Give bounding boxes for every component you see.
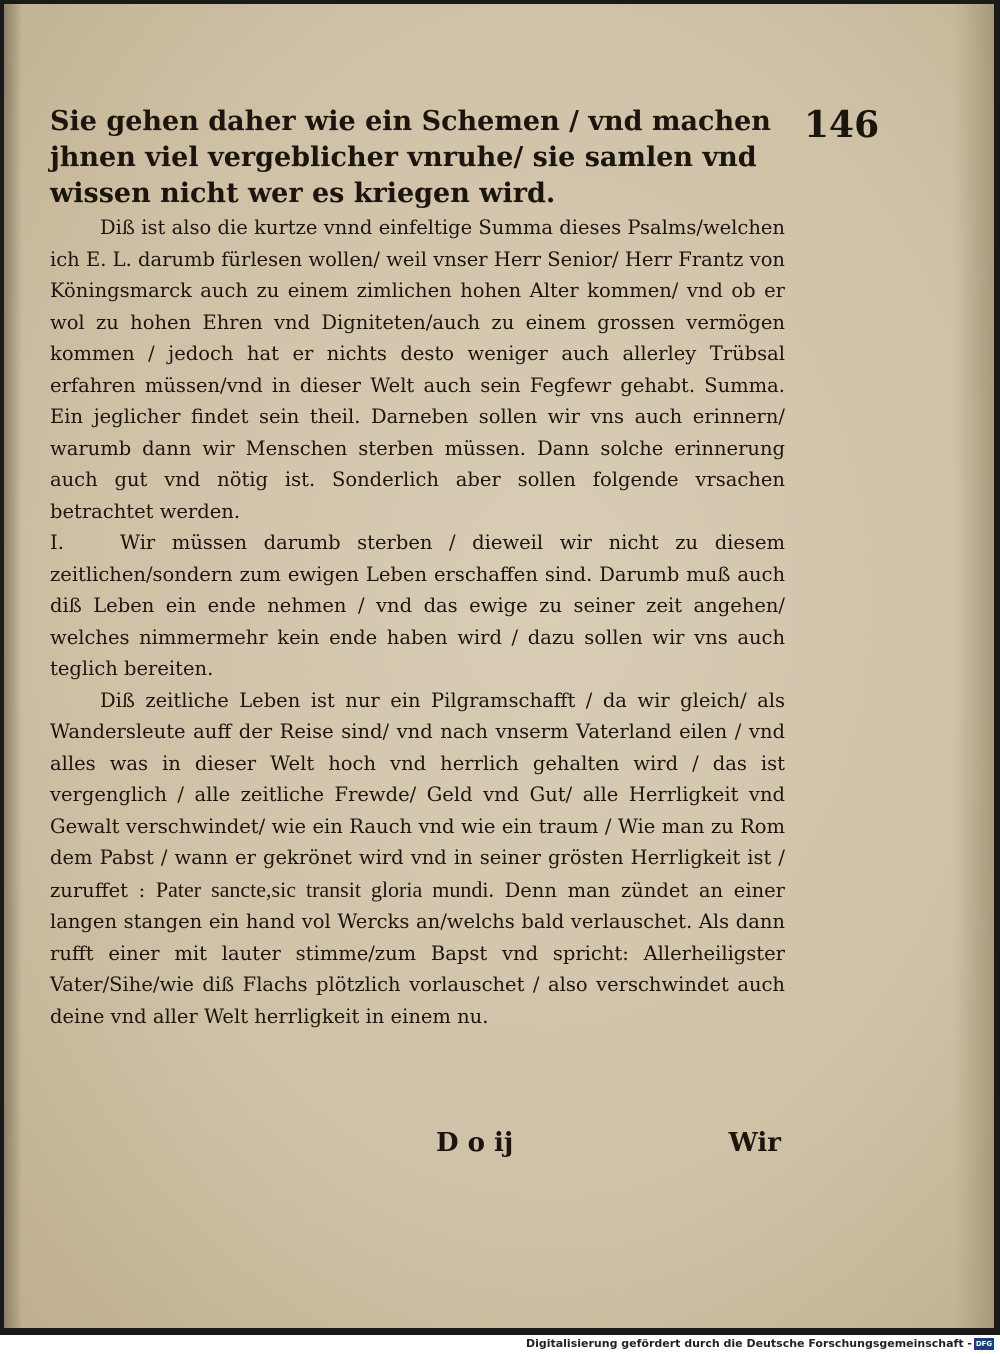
latin-phrase: Pater sancte,sic transit gloria mundi. bbox=[155, 876, 494, 902]
paragraph-pilgrimage bbox=[50, 685, 785, 1033]
paragraph-first-reason bbox=[50, 527, 785, 685]
page-footer bbox=[46, 1128, 781, 1168]
dfg-logo: DFG bbox=[975, 1340, 993, 1348]
edge-shadow bbox=[954, 4, 994, 1328]
item-number: I. bbox=[50, 531, 64, 554]
page-number: 146 bbox=[804, 104, 880, 146]
signature-mark: D o ij bbox=[436, 1128, 514, 1158]
gutter-shadow bbox=[4, 4, 22, 1328]
paragraph-pilgrimage-text-a: Diß zeitliche Leben ist nur ein Pilgramschafft / da wir gleich/ als Wandersleute auff der Reise sind/ vnd nach vnserm Vaterland eilen / vnd alles was in dieser Welt hoch vnd herrlich gehalten wird / das ist vergenglich / alle zeitliche Frewde/ Geld vnd Gut/ alle Herrligkeit vnd Gewalt verschwindet/ wie ein Rauch vnd wie ein traum / Wie man zu Rom dem Pabst / wann er gekrönet wird vnd in seiner grösten Herrligkeit ist / zuruffet : bbox=[50, 688, 785, 902]
heading-verse: Sie gehen daher wie ein Schemen / vnd machen jhnen viel vergeblicher vnruhe/ sie samlen vnd wissen nicht wer es kriegen wird. bbox=[50, 106, 771, 209]
page-text bbox=[50, 104, 785, 1032]
catchword: Wir bbox=[728, 1128, 781, 1158]
paragraph-pilgrimage-text-b: Denn man zündet an einer langen stangen ein hand vol Wercks an/welchs bald verlauschet. Als dann rufft einer mit lauter stimme/zum Bapst vnd spricht: Allerheiligster Vater/Sihe/wie diß Flachs plötzlich vorlauschet / also verschwindet auch deine vnd aller Welt herrligkeit in einem nu. bbox=[50, 878, 785, 1028]
paragraph-first-reason-text: Wir müssen darumb sterben / dieweil wir nicht zu diesem zeitlichen/sondern zum ewigen Leben erschaffen sind. Darumb muß auch diß Leben ein ende nehmen / vnd das ewige zu seiner zeit angehen/ welches nimmermehr kein ende haben wird / dazu sollen wir vns auch teglich bereiten. bbox=[50, 531, 785, 680]
paragraph-summary: Diß ist also die kurtze vnnd einfeltige Summa dieses Psalms/welchen ich E. L. darumb fürlesen wollen/ weil vnser Herr Senior/ Herr Frantz von Köningsmarck auch zu einem zimlichen hohen Alter kommen/ vnd ob er wol zu hohen Ehren vnd Digniteten/auch zu einem grossen vermögen kommen / jedoch hat er nichts desto weniger auch allerley Trübsal erfahren müssen/vnd in dieser Welt auch sein Fegfewr gehabt. Summa. Ein jeglicher findet sein theil. Darneben sollen wir vns auch erinnern/ warumb dann wir Menschen sterben müssen. Dann solche erinnerung auch gut vnd nötig ist. Sonderlich aber sollen folgende vrsachen betrachtet werden. bbox=[50, 216, 785, 523]
credit-line: Digitalisierung gefördert durch die Deutsche Forschungsgemeinschaft - bbox=[525, 1337, 972, 1350]
